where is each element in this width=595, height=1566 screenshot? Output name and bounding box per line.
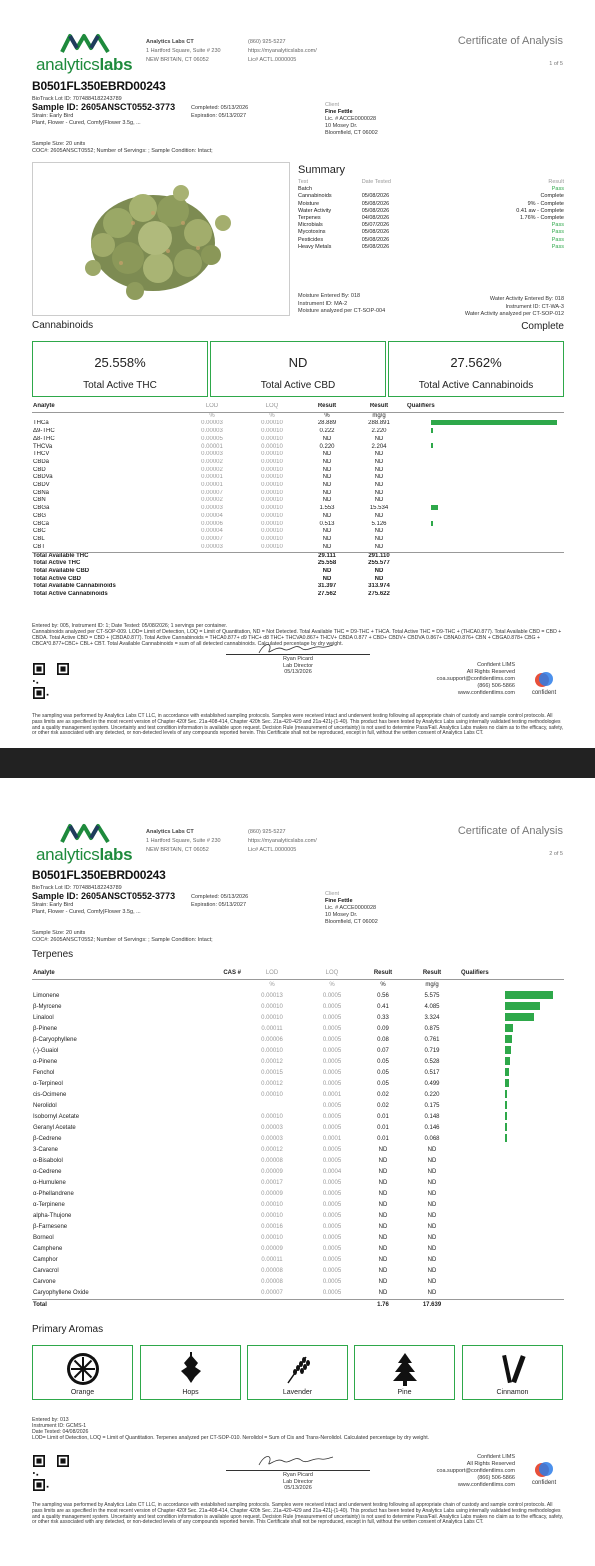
aroma-hops: Hops [140,1345,241,1400]
qualifier-bar [431,420,557,425]
lab-website-link[interactable]: https://myanalyticslabs.com/ [248,48,317,54]
terpene-row: Geranyl Acetate 0.00003 0.0005 0.01 0.146 [32,1123,564,1134]
strain: Strain: Early Bird [32,113,74,119]
qualifier-bar [505,1013,534,1021]
lavender-icon [280,1351,316,1387]
cannabinoid-row: CBL 0.00007 0.00010 ND ND [33,536,384,543]
strain: Strain: Early Bird [32,902,74,908]
summary-row: Pesticides 05/08/2026 Pass [298,236,564,243]
qualifier-bar [505,1090,507,1098]
page-number: 2 of 5 [549,851,563,857]
lab-info: Analytics Labs CT 1 Hartford Square, Suite # 230 NEW BRITAIN, CT 06052 [146,39,221,63]
orange-icon [65,1351,101,1387]
logo-wordmark: analyticslabs [36,55,133,74]
signature-line [226,654,370,655]
terpene-row: Carvacrol 0.00008 0.0005 ND ND [33,1268,437,1274]
cannabinoid-row: CBN 0.00002 0.00010 ND ND [33,497,384,504]
qr-code-icon[interactable] [32,1454,68,1490]
page-separator [0,748,595,778]
summary-table: Test Date Tested Result Batch Pass Cannabinoids 05/08/2026 Complete Moisture 05/08/2026 9% - Complete Water Activity 05/08/2026 0.41 aw - Complete Terpenes 04/08/2026 1.76% - Complete Microbials 05/07/2026 Pass Mycotoxins 05/08/2026 Pass Pesticides 05/08/2026 Pass Heavy Metals 05/08/2026 Pass [298,179,564,250]
cannabinoid-row: Δ9-THC 0.00003 0.00010 0.222 2.220 [32,428,564,436]
cannabinoid-totals [32,341,564,397]
qualifier-bar [505,1134,507,1142]
terpene-row: Fenchol 0.00015 0.0005 0.05 0.517 [32,1068,564,1079]
terpene-row: Caryophyllene Oxide 0.00007 0.0005 ND ND [33,1290,437,1296]
summary-row: Heavy Metals 05/08/2026 Pass [298,243,564,250]
qualifier-bar [505,1112,507,1120]
cannabinoid-row: CBD 0.00002 0.00010 ND ND [33,466,384,473]
batch-id: B0501FL350EBRD00243 [32,868,166,882]
cannabinoids-status: Complete [521,321,564,332]
cannabinoid-row: CBDV 0.00001 0.00010 ND ND [33,482,384,489]
qualifier-bar [505,1068,509,1076]
total-active-cannabinoids-box: 27.562% Total Active Cannabinoids [388,341,564,397]
qualifier-bar [505,1024,513,1032]
moisture-info: Moisture Entered By: 018 Instrument ID: MA-2 Moisture analyzed per CT-SOP-004 [298,293,386,314]
terpene-row: Camphene 0.00009 0.0005 ND ND [33,1246,437,1252]
cannabinoids-notes: Entered by: 005, Instrument ID: 1; Date Tested: 05/08/2026; 1 servings per container. Cannabinoids analyzed per CT-SOP-009. LOD= Limit of Detection, LOQ = Limit of Quantitation, ND = Not Detected. Total Available THC = D9-THC + THCA. Total Active THC = D9-THC + (THCA0.877). Total Available CBD = CBD + CBDA. Total Active CBD = CBD + (CBDA0.877). Total Active Cannabinoids = THCA0.877+ d9 THC+ d8 THC+ THCVA0.867+ THCV+ CBDA 0.877 + CBD+ CBDV+ CBDVA 0.867+ CBNA0.876+ CBN + CBGA0.878+ CBG + CBCA*0.877+CBC+ CBL+ CBT. Total Available Cannabinoids = sum of all detected cannabinoids. Calculated percentage by dry weight. [32,623,562,647]
summary-row: Microbials 05/07/2026 Pass [298,222,564,229]
lab-website-link[interactable]: https://myanalyticslabs.com/ [248,838,317,844]
cannabinoid-total-row: Total Available Cannabinoids 31.397 313.974 [33,583,390,590]
summary-row: Terpenes 04/08/2026 1.76% - Complete [298,215,564,222]
terpene-row: α-Pinene 0.00012 0.0005 0.05 0.528 [32,1057,564,1068]
terpene-row: β-Myrcene 0.00010 0.0005 0.41 4.085 [32,1002,564,1013]
page-number: 1 of 5 [549,61,563,67]
summary-row: Batch Pass [298,186,564,193]
aroma-pine: Pine [354,1345,455,1400]
total-active-thc-box: 25.558% Total Active THC [32,341,208,397]
analytics-labs-logo-icon [60,30,112,56]
terpene-row: (-)-Guaiol 0.00010 0.0005 0.07 0.719 [32,1046,564,1057]
cannabinoid-total-row: Total Active CBD ND ND [33,575,384,582]
terpene-row: β-Caryophyllene 0.00006 0.0005 0.08 0.761 [32,1035,564,1046]
cannabinoid-total-row: Total Active Cannabinoids 27.562 275.622 [33,591,390,598]
doc-title: Certificate of Analysis [457,35,563,47]
terpene-row: Borneol 0.00010 0.0005 ND ND [33,1235,437,1241]
sample-id: Sample ID: 2605ANSCT0552-3773 [32,891,176,901]
cannabinoid-total-row: Total Available CBD ND ND [33,567,384,574]
terpene-row: Nerolidol 0.0005 0.02 0.175 [32,1101,564,1112]
qualifier-bar [431,505,438,510]
aroma-orange: Orange [32,1345,133,1400]
cannabinoids-table: Analyte LOD LOQ Result Result Qualifiers % % % mg/g THCa 0.00003 0.00010 28.889 288.891 Δ9-THC 0.00003 0.00010 0.222 2.220 Δ8-THC 0.00005 0.00010 ND ND THCVa 0.00001 0.00010 0.220 2.204 THCV 0.00003 0.00010 ND ND CBDa 0.00002 0.00010 ND ND CBD 0.00002 0.00010 ND ND CBDVa 0.00001 0.00010 ND ND CBDV 0.00001 0.00010 ND ND CBNa 0.00007 0.00010 ND ND CBN 0.00002 0.00010 ND ND CBGa 0.00003 0.00010 1.553 15.534 CBG 0.00004 0.00010 ND ND CBCa 0.00006 0.00010 0.513 5.126 CBC 0.00004 0.00010 ND ND CBL 0.00007 0.00010 ND ND CBT 0.00003 0.00010 ND ND Total Available THC 29.111 291.110 Total Active THC 25.558 255.577 Total Available CBD ND ND Total Active CBD ND ND Total Available Cannabinoids 31.397 313.974 Total Active Cannabinoids 27.562 275.622 [32,403,564,599]
terpene-row: α-Phellandrene 0.00009 0.0005 ND ND [33,1191,437,1197]
terpene-row: α-Bisabolol 0.00008 0.0005 ND ND [33,1158,437,1164]
summary-row: Water Activity 05/08/2026 0.41 aw - Complete [298,207,564,214]
primary-aromas-title: Primary Aromas [32,1324,104,1335]
terpenes-notes: Entered by: 013 Instrument ID: GCMS-1 Date Tested: 04/08/2026 LOD= Limit of Detection, LOQ = Limit of Quantitation. Terpenes analyzed per CT-SOP-010. Nerolidol = Sum of Cis and Trans-Nerolidol. Calculated percentage by dry weight. [32,1417,430,1441]
cannabinoids-title: Cannabinoids [32,320,94,331]
terpene-row: cis-Ocimene 0.00010 0.0001 0.02 0.220 [32,1090,564,1101]
qualifier-bar [505,1101,507,1109]
qualifier-bar [431,443,433,448]
terpenes-title: Terpenes [32,949,74,960]
terpene-row: Carvone 0.00008 0.0005 ND ND [33,1279,437,1285]
product-type: Plant, Flower - Cured, Comfy|Flower 3.5g, ... [32,120,141,126]
qr-code-icon[interactable] [32,662,68,698]
cannabinoid-row: Δ8-THC 0.00005 0.00010 ND ND [33,435,384,442]
terpenes-table: Analyte CAS # LOD LOQ Result Result Qualifiers % % % mg/g Limonene 0.00013 0.0005 0.56 5.575 β-Myrcene 0.00010 0.0005 0.41 4.085 Linalool 0.00010 0.0005 0.33 3.324 β-Pinene 0.00011 0.0005 0.09 0.875 β-Caryophyllene 0.00006 0.0005 0.08 0.761 (-)-Guaiol 0.00010 0.0005 0.07 0.719 α-Pinene 0.00012 0.0005 0.05 0.528 Fenchol 0.00015 0.0005 0.05 0.517 α-Terpineol 0.00012 0.0005 0.05 0.499 cis-Ocimene 0.00010 0.0001 0.02 0.220 Nerolidol 0.0005 0.02 0.175 Isobornyl Acetate 0.00010 0.0005 0.01 0.148 Geranyl Acetate 0.00003 0.0005 0.01 0.146 β-Cedrene 0.00003 0.0001 0.01 0.068 3-Carene 0.00012 0.0005 ND ND α-Bisabolol 0.00008 0.0005 ND ND α-Cedrene 0.00009 0.0004 ND ND α-Humulene 0.00017 0.0005 ND ND α-Phellandrene 0.00009 0.0005 ND ND α-Terpinene 0.00010 0.0005 ND ND alpha-Thujone 0.00010 0.0005 ND ND β-Farnesene 0.00016 0.0005 ND ND Borneol 0.00010 0.0005 ND ND Camphene 0.00009 0.0005 ND ND Camphor 0.00011 0.0005 ND ND Carvacrol 0.00008 0.0005 ND ND Carvone 0.00008 0.0005 ND ND Caryophyllene Oxide 0.00007 0.0005 ND ND Total 1.76 17.639 [32,968,564,1311]
terpene-row: 3-Carene 0.00012 0.0005 ND ND [33,1147,437,1153]
cannabinoid-row: CBT 0.00003 0.00010 ND ND [33,543,384,550]
summary-row: Moisture 05/08/2026 9% - Complete [298,200,564,207]
terpene-row: α-Humulene 0.00017 0.0005 ND ND [33,1180,437,1186]
terpene-row: alpha-Thujone 0.00010 0.0005 ND ND [33,1213,437,1219]
signer-info: Ryan Picard Lab Director 05/13/2026 [283,1472,313,1491]
biotrack-lot: BioTrack Lot ID: 7074884182243789 [32,885,122,891]
terpene-row: β-Pinene 0.00011 0.0005 0.09 0.875 [32,1024,564,1035]
logo-wordmark: analyticslabs [36,845,133,864]
aroma-cinnamon: Cinnamon [462,1345,563,1400]
terpene-row: α-Terpinene 0.00010 0.0005 ND ND [33,1202,437,1208]
client-info: Client Fine Fettle Lic. # ACCE0000028 10 Mosey Dr. Bloomfield, CT 06002 [325,102,378,136]
aroma-lavender: Lavender [247,1345,348,1400]
sample-dates: Completed: 05/13/2026 Expiration: 05/13/2027 [191,894,249,908]
signer-info: Ryan Picard Lab Director 05/13/2026 [283,656,313,675]
cannabinoid-row: THCa 0.00003 0.00010 28.889 288.891 [32,420,564,428]
cannabis-flower-image [33,163,289,315]
sample-photo [32,162,290,316]
terpene-row: Camphor 0.00011 0.0005 ND ND [33,1257,437,1263]
qualifier-bar [505,991,553,999]
pine-tree-icon [387,1351,423,1387]
qualifier-bar [505,1057,510,1065]
coa-page-2 [0,778,595,1566]
client-info: Client Fine Fettle Lic. # ACCE0000028 10 Mosey Dr. Bloomfield, CT 06002 [325,891,378,925]
sample-id: Sample ID: 2605ANSCT0552-3773 [32,102,176,112]
lab-info: Analytics Labs CT 1 Hartford Square, Suite # 230 NEW BRITAIN, CT 06052 [146,829,221,853]
batch-id: B0501FL350EBRD00243 [32,79,166,93]
qualifier-bar [505,1046,511,1054]
total-active-cbd-box: ND Total Active CBD [210,341,386,397]
cannabinoid-row: THCVa 0.00001 0.00010 0.220 2.204 [32,443,564,451]
cannabinoid-row: THCV 0.00003 0.00010 ND ND [33,451,384,458]
summary-row: Cannabinoids 05/08/2026 Complete [298,193,564,200]
cannabinoid-total-row: Total Active THC 25.558 255.577 [33,560,390,567]
qualifier-bar [505,1002,540,1010]
lab-contact: (860) 925-5227 https://myanalyticslabs.com/ Lic# ACTL.0000005 [248,829,317,853]
cannabinoid-row: CBNa 0.00007 0.00010 ND ND [33,489,384,496]
analytics-labs-logo-icon [60,820,112,846]
qualifier-bar [431,521,433,526]
terpene-row: Linalool 0.00010 0.0005 0.33 3.324 [32,1013,564,1024]
terpene-row: Limonene 0.00013 0.0005 0.56 5.575 [32,991,564,1002]
qualifier-bar [431,428,433,433]
cannabinoid-total-row: Total Available THC 29.111 291.110 [32,552,564,560]
confident-logo: confident [524,1460,564,1490]
confident-logo: confident [524,670,564,700]
cannabinoid-row: CBC 0.00004 0.00010 ND ND [33,528,384,535]
disclaimer: The sampling was performed by Analytics Labs CT LLC, in accordance with established sampling protocols. Samples were received intact and underwent testing following all appropriate chain of custody and sample control protocols. All pass limits are as specified in the most recent version of Chapter 420f Sec. 21a-408-414, Chapter 420h Sec. 21a-420-429 and 21a-421j-(1-40). This product has been tested by Analytics Labs using internally validated testing methodologies and a quality management system. Uncertainty and test condition information is available upon request. Decision Rule (measurement of uncertainty) is not used to determine Pass/Fail. Analytics Labs makes no claim as to the efficacy, safety, or other risk associated with any detected, or non-detected levels of any compounds reported herein. This Certificate shall not be reproduced, except in full, without the written consent of Analytics Labs CT. [32,1502,564,1526]
primary-aromas [32,1345,564,1400]
qualifier-bar [505,1123,507,1131]
signature-image [255,1451,335,1471]
hops-icon [173,1351,209,1387]
qualifier-bar [505,1079,509,1087]
coc-info: COC#: 2605ANSCT0552; Number of Servings: ; Sample Condition: Intact; [32,937,213,943]
cannabinoid-row: CBCa 0.00006 0.00010 0.513 5.126 [32,521,564,529]
sample-size: Sample Size: 20 units [32,141,86,147]
biotrack-lot: BioTrack Lot ID: 7074884182243789 [32,96,122,102]
sample-dates: Completed: 05/13/2026 Expiration: 05/13/2027 [191,105,249,119]
cannabinoid-row: CBDVa 0.00001 0.00010 ND ND [33,474,384,481]
terpene-row: α-Cedrene 0.00009 0.0004 ND ND [33,1169,437,1175]
cannabinoid-row: CBG 0.00004 0.00010 ND ND [33,512,384,519]
summary-title: Summary [298,164,346,176]
terpene-row: β-Cedrene 0.00003 0.0001 0.01 0.068 [32,1134,564,1145]
confident-logo-icon [534,670,554,690]
qualifier-bar [505,1035,512,1043]
product-type: Plant, Flower - Cured, Comfy|Flower 3.5g, ... [32,909,141,915]
coa-page-1 [0,0,595,748]
terpene-row: Isobornyl Acetate 0.00010 0.0005 0.01 0.148 [32,1112,564,1123]
cinnamon-icon [495,1351,531,1387]
lab-contact: (860) 925-5227 https://myanalyticslabs.com/ Lic# ACTL.0000005 [248,39,317,63]
coc-info: COC#: 2605ANSCT0552; Number of Servings: ; Sample Condition: Intact; [32,148,213,154]
water-activity-info: Water Activity Entered By: 018 Instrument ID: CT-WA-3 Water Activity analyzed per CT-SOP-012 [464,296,564,317]
summary-row: Mycotoxins 05/08/2026 Pass [298,229,564,236]
terpenes-total-row: Total 1.76 17.639 [32,1300,564,1312]
terpene-row: β-Farnesene 0.00016 0.0005 ND ND [33,1224,437,1230]
confident-logo-icon [534,1460,554,1480]
cannabinoid-row: CBDa 0.00002 0.00010 ND ND [33,458,384,465]
terpene-row: α-Terpineol 0.00012 0.0005 0.05 0.499 [32,1079,564,1090]
lims-info: Confident LIMS All Rights Reserved coa.support@confidentlims.com (866) 506-5866 www.confidentlims.com [436,1454,515,1488]
lims-info: Confident LIMS All Rights Reserved coa.support@confidentlims.com (866) 506-5866 www.confidentlims.com [436,662,515,696]
doc-title: Certificate of Analysis [457,825,563,837]
signature-line [226,1470,370,1471]
disclaimer: The sampling was performed by Analytics Labs CT LLC, in accordance with established sampling protocols. Samples were received intact and underwent testing following all appropriate chain of custody and sample control protocols. All pass limits are as specified in the most recent version of Chapter 420f Sec. 21a-408-414, Chapter 420h Sec. 21a-420-429 and 21a-421j-(1-40). This product has been tested by Analytics Labs using internally validated testing methodologies and a quality management system. Uncertainty and test condition information is available upon request. Decision Rule (measurement of uncertainty) is not used to determine Pass/Fail. Analytics Labs makes no claim as to the efficacy, safety, or other risk associated with any detected, or non-detected levels of any compounds reported herein. This Certificate shall not be reproduced, except in full, without the written consent of Analytics Labs CT. [32,713,564,737]
cannabinoid-row: CBGa 0.00003 0.00010 1.553 15.534 [32,505,564,513]
sample-size: Sample Size: 20 units [32,930,86,936]
